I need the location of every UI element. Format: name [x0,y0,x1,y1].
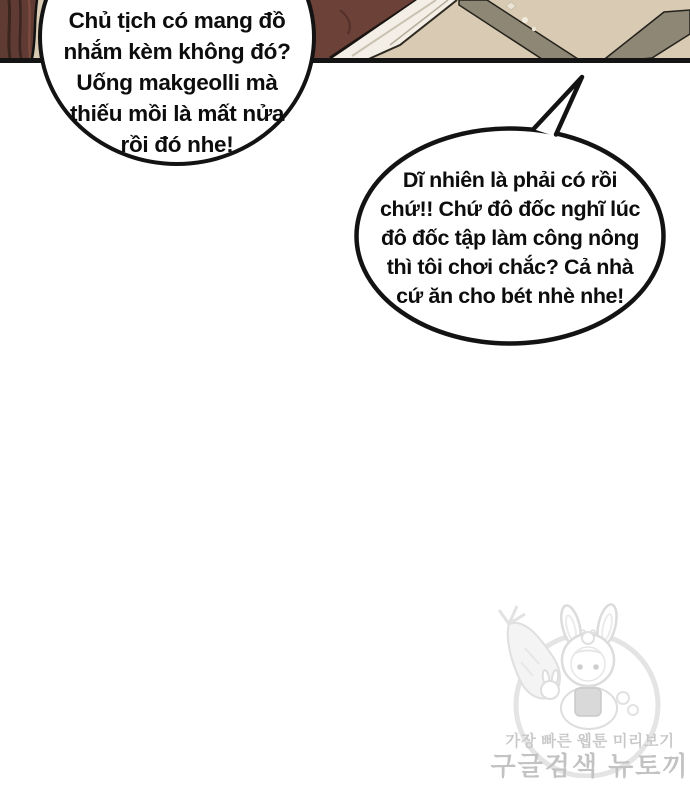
bubble-line: thì tôi chơi chắc? Cả nhà [386,255,634,279]
watermark [490,598,690,798]
bubble-line: chứ!! Chứ đô đốc nghĩ lúc [380,197,640,221]
bubble-line: Dĩ nhiên là phải có rồi [402,168,618,192]
bubble-line: đô đốc tập làm công nông [381,226,639,250]
watermark-caption-large: 구글검색 뉴토끼 [490,751,690,781]
speech-bubble-1-text [42,5,312,160]
bubble-line: Chủ tịch có mang đồ [68,8,286,33]
bubble-line: thiếu mồi là mất nửa [69,101,285,126]
bubble-line: rồi đó nhe! [120,132,234,157]
speck-highlight [522,17,528,23]
speech-bubble-2-text [360,166,660,311]
bubble-line: cứ ăn cho bét nhè nhe! [396,284,624,308]
tree-trunk [0,0,37,58]
bubble-line: Uống makgeolli mà [76,70,278,95]
bubble-line: nhắm kèm không đó? [63,39,291,64]
speck-highlight [532,27,536,31]
mascot-body [561,687,638,729]
watermark-caption-small: 가장 빠른 웹툰 미리보기 [505,733,675,750]
